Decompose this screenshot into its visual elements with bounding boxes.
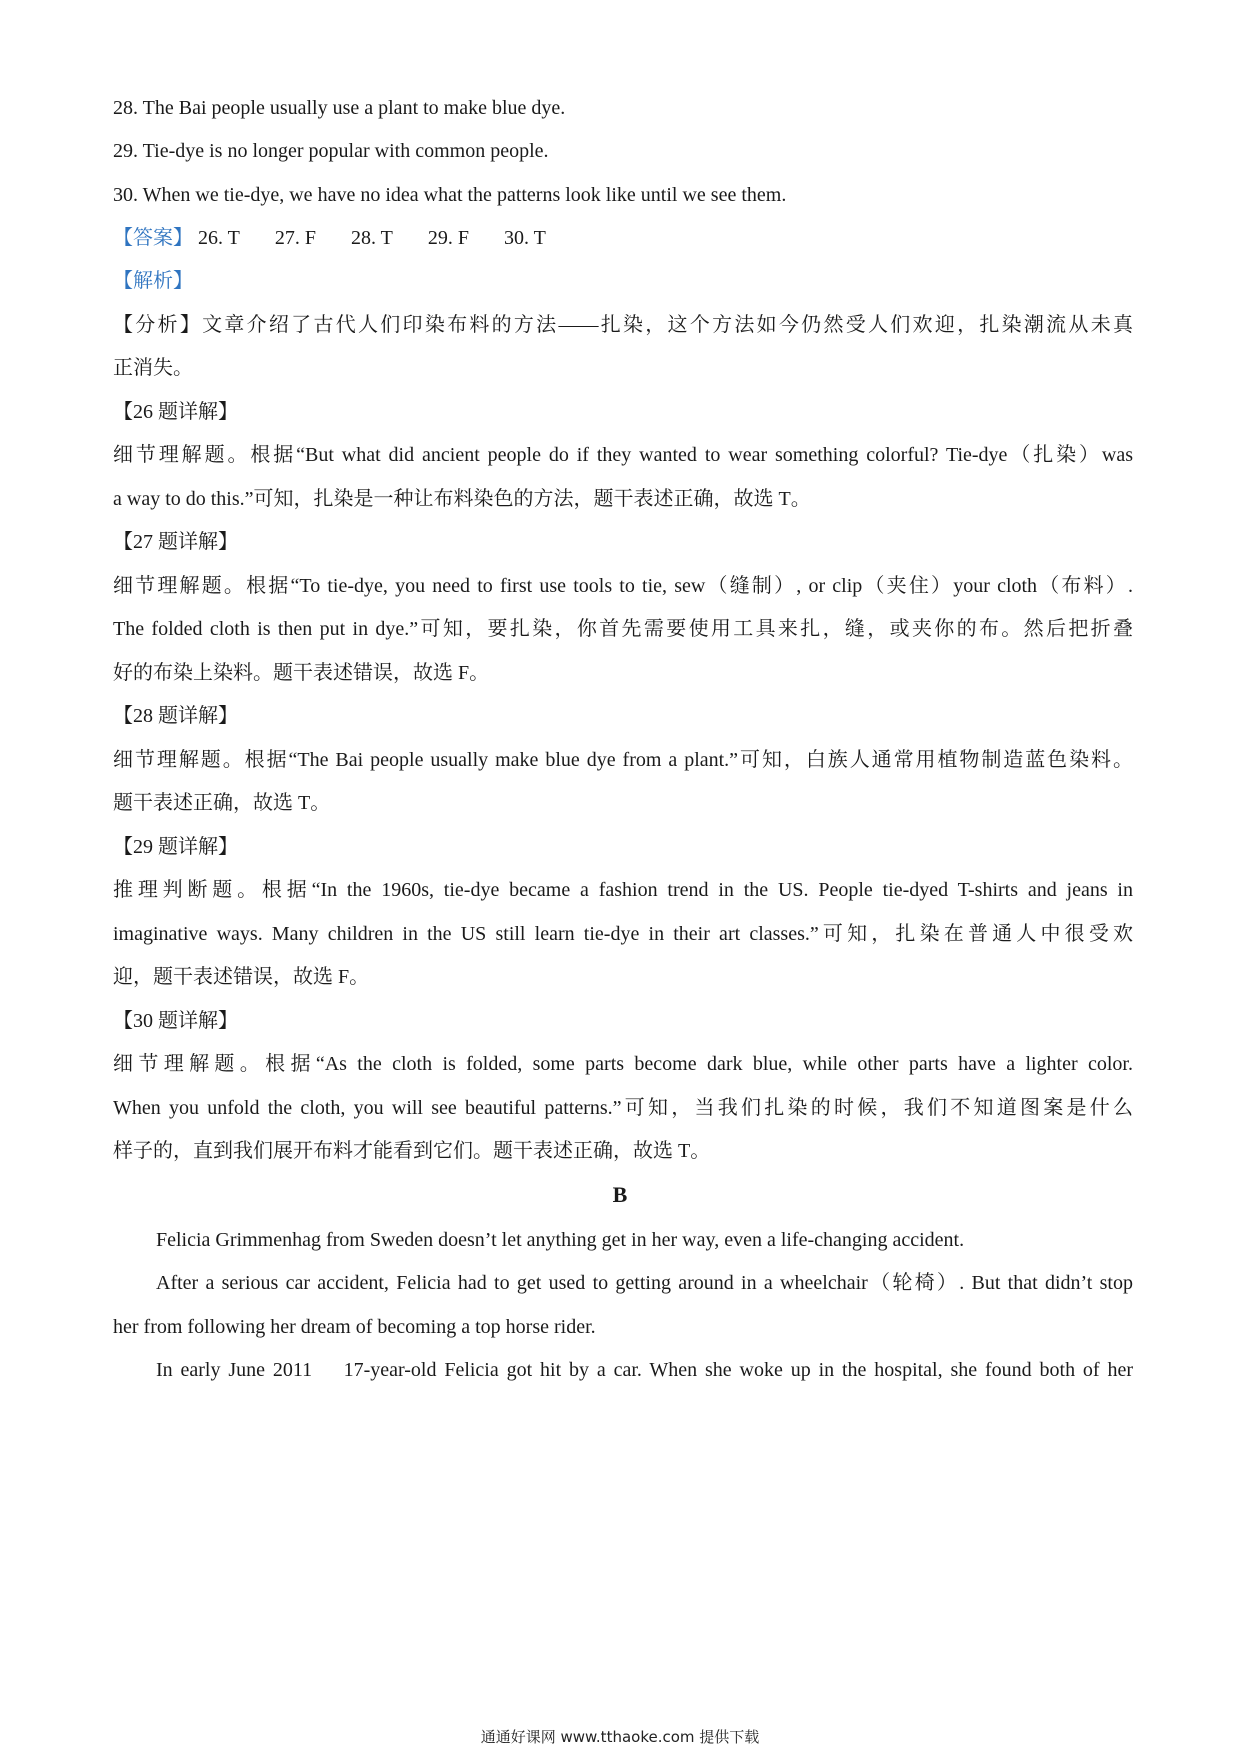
detail-heading-27: 【27 题详解】 xyxy=(113,531,238,553)
detail-line: 推理判断题。根据“In the 1960s, tie-dye became a fashion trend in the US. People tie-dyed T-shirts and jeans in xyxy=(113,879,1133,901)
question-number: 28. xyxy=(113,97,138,119)
detail-line: 好的布染上染料。题干表述错误，故选 F。 xyxy=(113,662,490,684)
answer-item: 29. F xyxy=(427,227,469,249)
question-29 xyxy=(113,137,1133,165)
passage-paragraph: her from following her dream of becoming a top horse rider. xyxy=(113,1316,596,1338)
detail-line: 细节理解题。根据“But what did ancient people do if they wanted to wear something colorful? Tie-dye（扎染）was xyxy=(113,444,1133,466)
detail-line: imaginative ways. Many children in the US still learn tie-dye in their art classes.”可知，扎染在普通人中很受欢 xyxy=(113,923,1133,945)
analysis-line: 【分析】文章介绍了古代人们印染布料的方法——扎染，这个方法如今仍然受人们欢迎，扎染潮流从未真 xyxy=(113,314,1133,336)
detail-line: 题干表述正确，故选 T。 xyxy=(113,792,331,814)
passage-paragraph: Felicia Grimmenhag from Sweden doesn’t let anything get in her way, even a life-changing accident. xyxy=(156,1229,965,1251)
detail-line: 迎，题干表述错误，故选 F。 xyxy=(113,966,370,988)
detail-line: 细节理解题。根据“As the cloth is folded, some parts become dark blue, while other parts have a lighter color. xyxy=(113,1053,1133,1075)
page-footer: 通通好课网 www.tthaoke.com 提供下载 xyxy=(480,1728,760,1746)
detail-line: a way to do this.”可知，扎染是一种让布料染色的方法，题干表述正确，故选 T。 xyxy=(113,488,811,510)
detail-line: 细节理解题。根据“To tie-dye, you need to first use tools to tie, sew（缝制）, or clip（夹住）your cloth（布料）. xyxy=(113,575,1133,597)
answer-item: 27. F xyxy=(274,227,316,249)
analysis-label: 【解析】 xyxy=(113,270,193,292)
answer-line xyxy=(113,224,1133,252)
question-number: 30. xyxy=(113,184,138,206)
question-text: When we tie-dye, we have no idea what the patterns look like until we see them. xyxy=(142,184,787,206)
question-28 xyxy=(113,94,1133,122)
detail-line: 细节理解题。根据“The Bai people usually make blue dye from a plant.”可知，白族人通常用植物制造蓝色染料。 xyxy=(113,749,1133,771)
detail-heading-28: 【28 题详解】 xyxy=(113,705,238,727)
question-30 xyxy=(113,181,1133,209)
answer-list xyxy=(198,227,576,249)
analysis-line: 正消失。 xyxy=(113,357,193,379)
question-number: 29. xyxy=(113,140,138,162)
section-title: B xyxy=(612,1182,628,1207)
detail-heading-29: 【29 题详解】 xyxy=(113,836,238,858)
answer-label: 【答案】 xyxy=(113,227,193,249)
passage-paragraph: After a serious car accident, Felicia had to get used to getting around in a wheelchair（轮椅）. But that didn’t stop xyxy=(156,1272,1133,1294)
detail-line: When you unfold the cloth, you will see beautiful patterns.”可知，当我们扎染的时候，我们不知道图案是什么 xyxy=(113,1097,1133,1119)
answer-item: 26. T xyxy=(198,227,240,249)
question-text: Tie-dye is no longer popular with common people. xyxy=(142,140,549,162)
answer-item: 30. T xyxy=(503,227,546,249)
passage-paragraph: In early June 2011 17-year-old Felicia got hit by a car. When she woke up in the hospital, she found both of her xyxy=(156,1359,1133,1381)
question-text: The Bai people usually use a plant to make blue dye. xyxy=(142,97,566,119)
detail-line: The folded cloth is then put in dye.”可知，要扎染，你首先需要使用工具来扎，缝，或夹你的布。然后把折叠 xyxy=(113,618,1133,640)
detail-heading-30: 【30 题详解】 xyxy=(113,1010,238,1032)
detail-heading-26: 【26 题详解】 xyxy=(113,401,238,423)
detail-line: 样子的，直到我们展开布料才能看到它们。题干表述正确，故选 T。 xyxy=(113,1140,711,1162)
answer-item: 28. T xyxy=(350,227,393,249)
